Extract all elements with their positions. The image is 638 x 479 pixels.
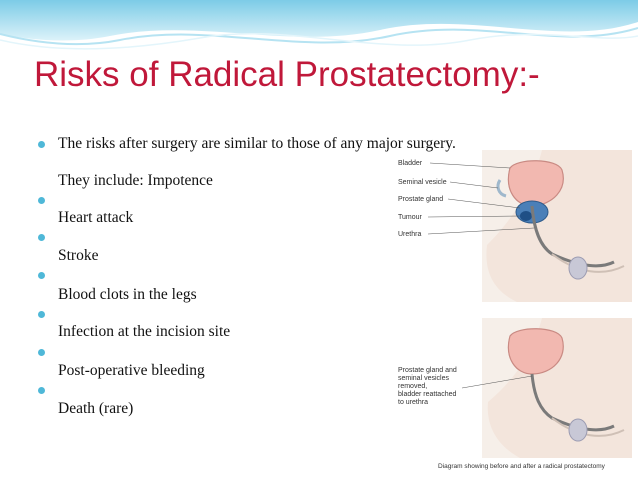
bullet-icon bbox=[38, 197, 45, 204]
slide-title: Risks of Radical Prostatectomy:- bbox=[34, 55, 540, 94]
label-after-line-1: Prostate gland and bbox=[398, 367, 457, 374]
label-urethra: Urethra bbox=[398, 231, 422, 238]
bullet-icon bbox=[38, 349, 45, 356]
bullet-icon bbox=[38, 387, 45, 394]
label-after-line-5: to urethra bbox=[398, 399, 428, 406]
risk-item: Death (rare) bbox=[58, 400, 134, 417]
label-after-line-2: seminal vesicles bbox=[398, 375, 449, 382]
label-tumour: Tumour bbox=[398, 214, 422, 221]
label-after-line-4: bladder reattached bbox=[398, 391, 457, 398]
lead-text: The risks after surgery are similar to those of any major surgery. bbox=[58, 135, 456, 152]
risk-item: Post-operative bleeding bbox=[58, 362, 205, 379]
after-panel bbox=[398, 318, 632, 458]
label-bladder: Bladder bbox=[398, 160, 423, 167]
bullet-icon bbox=[38, 311, 45, 318]
risk-item: Infection at the incision site bbox=[58, 323, 231, 340]
label-seminal-vesicle: Seminal vesicle bbox=[398, 179, 447, 186]
prostatectomy-diagram bbox=[392, 150, 636, 475]
risk-item: They include: Impotence bbox=[58, 172, 213, 189]
bullet-icon bbox=[38, 272, 45, 279]
bullet-icon bbox=[38, 141, 45, 148]
bullet-icon bbox=[38, 234, 45, 241]
diagram-caption: Diagram showing before and after a radical prostatectomy bbox=[438, 463, 605, 470]
label-after-line-3: removed, bbox=[398, 383, 428, 390]
risk-item: Heart attack bbox=[58, 209, 134, 226]
risk-item: Blood clots in the legs bbox=[58, 286, 197, 303]
before-panel bbox=[398, 150, 632, 302]
label-prostate-gland: Prostate gland bbox=[398, 196, 444, 203]
risk-item: Stroke bbox=[58, 247, 99, 264]
tumour-shape bbox=[520, 211, 532, 221]
